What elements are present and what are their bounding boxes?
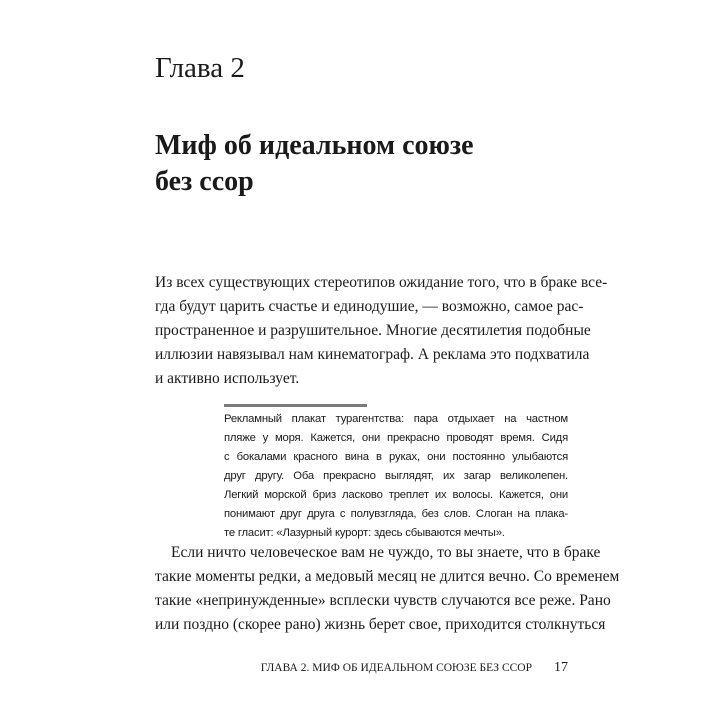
text-line: и активно использует. xyxy=(155,370,300,387)
text-line: такие моменты редки, а медовый месяц не длится вечно. Со временем xyxy=(155,568,620,585)
text-line: иллюзии навязывал нам кинематограф. А реклама это подхватила xyxy=(155,346,590,363)
text-line: гда будут царить счастье и единодушие, — возможно, самое рас- xyxy=(155,298,584,315)
quote-divider xyxy=(224,404,367,407)
quote-line: с бокалами красного вина в руках, они постоянно улыбаются xyxy=(224,451,568,463)
running-head: ГЛАВА 2. МИФ ОБ ИДЕАЛЬНОМ СОЮЗЕ БЕЗ ССОР xyxy=(260,662,532,674)
quote-line: друг другу. Оба прекрасно выглядят, их загар великолепен. xyxy=(224,470,568,482)
text-line: или поздно (скорее рано) жизнь берет свое, приходится столкнуться xyxy=(155,616,606,633)
text-line: такие «непринужденные» всплески чувств случаются все реже. Рано xyxy=(155,592,611,609)
text-line: пространенное и разрушительное. Многие десятилетия подобные xyxy=(155,322,591,339)
text-line: Из всех существующих стереотипов ожидание того, что в браке все- xyxy=(155,274,608,291)
quote-line: Рекламный плакат турагентства: пара отдыхает на частном xyxy=(224,413,568,425)
text-line: Если ничто человеческое вам не чуждо, то вы знаете, что в браке xyxy=(171,544,601,561)
paragraph-1 xyxy=(155,271,608,391)
page-footer xyxy=(261,660,568,676)
chapter-label: Глава 2 xyxy=(155,52,245,84)
chapter-title xyxy=(155,128,474,200)
title-line: Миф об идеальном союзе xyxy=(155,130,474,161)
quote-line: понимают друг друга с полувзгляда, без слов. Слоган на плака- xyxy=(224,508,568,520)
paragraph-2 xyxy=(155,541,620,637)
page-number: 17 xyxy=(554,660,568,675)
title-line: без ссор xyxy=(155,166,254,197)
quote-line: пляже у моря. Кажется, они прекрасно проводят время. Сидя xyxy=(224,432,568,444)
quote-block xyxy=(224,410,568,543)
quote-line: Легкий морской бриз ласково треплет их волосы. Кажется, они xyxy=(224,489,568,501)
quote-line: те гласит: «Лазурный курорт: здесь сбываются мечты». xyxy=(224,527,505,539)
